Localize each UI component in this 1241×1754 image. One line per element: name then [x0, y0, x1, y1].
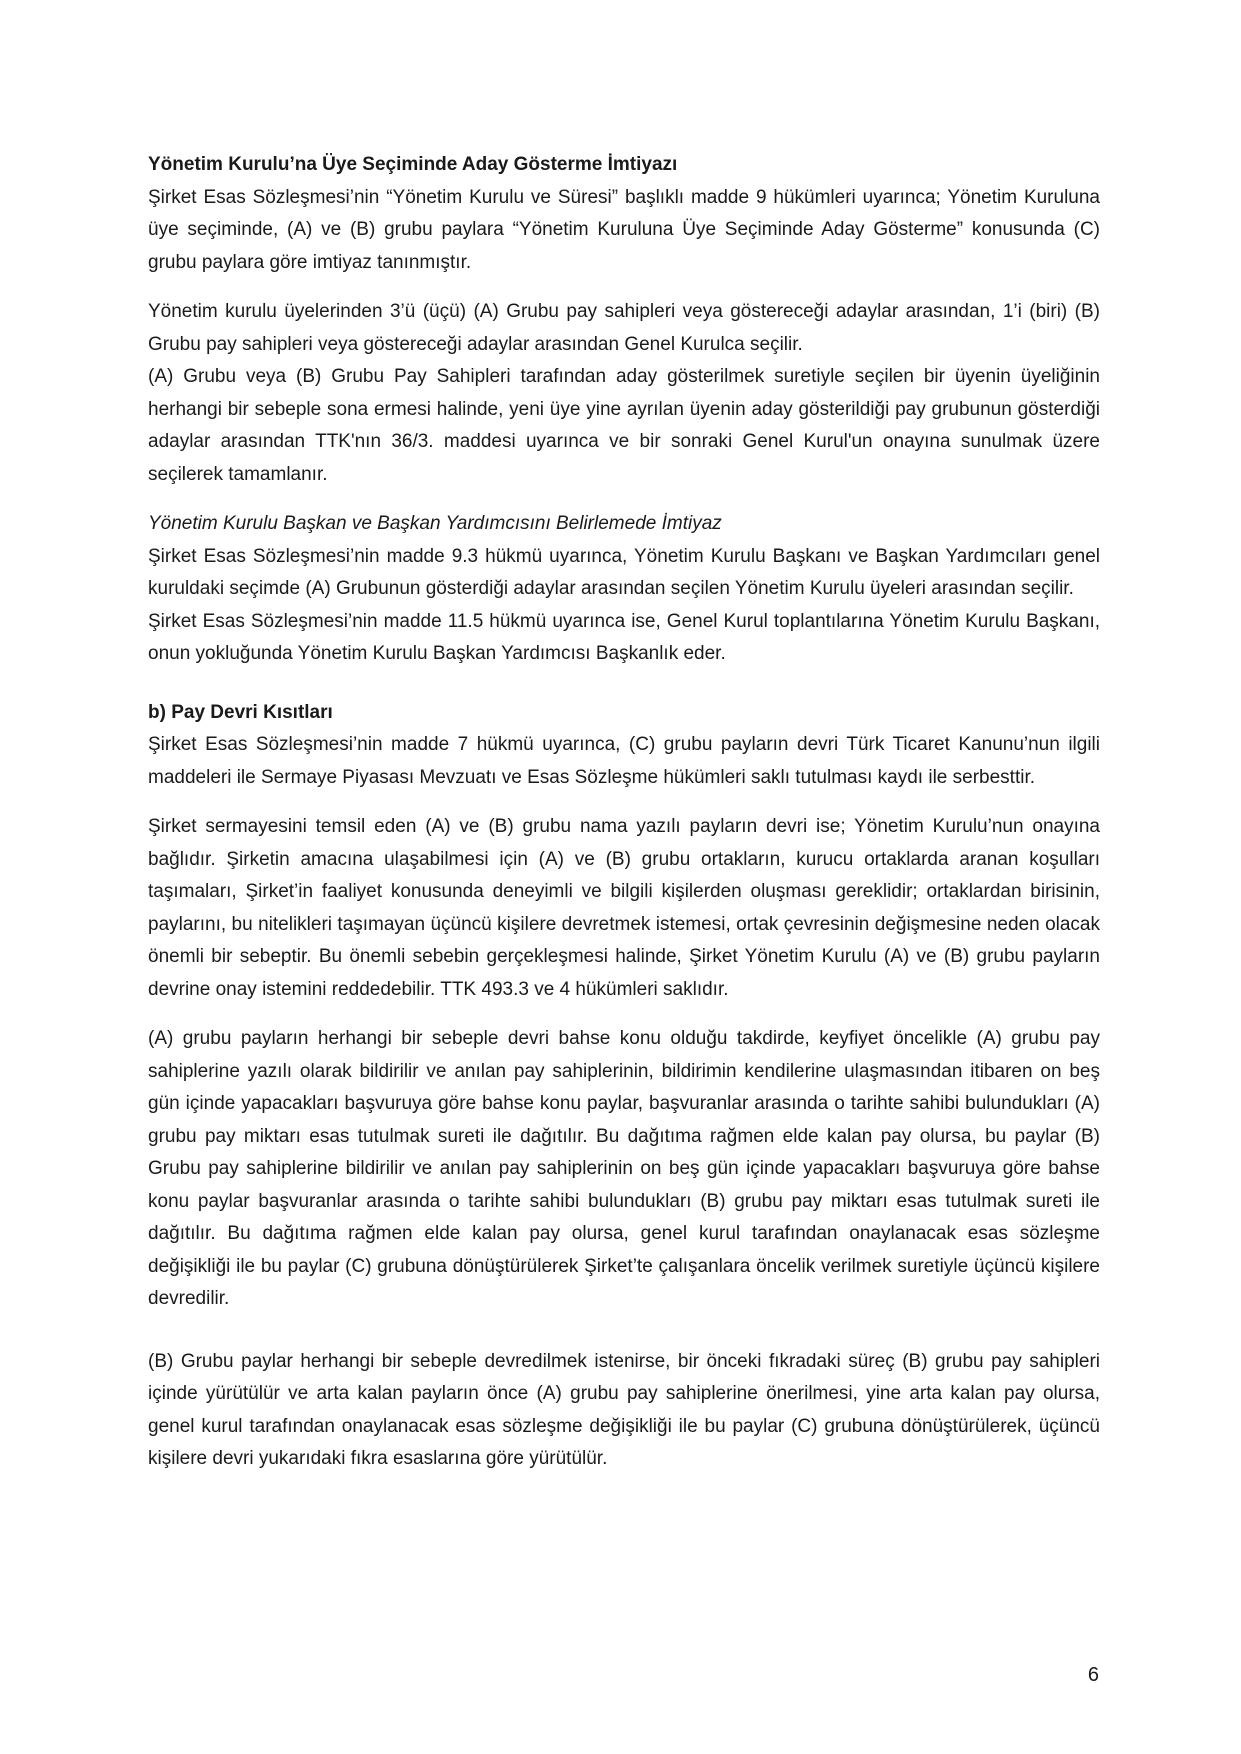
paragraph: Yönetim kurulu üyelerinden 3’ü (üçü) (A) Grubu pay sahipleri veya göstereceği adaylar arasından, 1’i (biri) (B) Grubu pay sahipleri veya göstereceği adaylar arasından Genel Kurulca seçilir.	[148, 301, 1100, 355]
paragraph: Şirket Esas Sözleşmesi’nin madde 7 hükmü uyarınca, (C) grubu payların devri Türk Ticaret Kanunu’nun ilgili maddeleri ile Sermaye Piyasası Mevzuatı ve Esas Sözleşme hükümleri saklı tutulması kaydı ile serbesttir.	[148, 734, 1100, 788]
section-heading-share-transfer: b) Pay Devri Kısıtları	[148, 701, 333, 723]
page-number: 6	[1087, 1664, 1099, 1686]
paragraph: Şirket Esas Sözleşmesi’nin “Yönetim Kurulu ve Süresi” başlıklı madde 9 hükümleri uyarınca; Yönetim Kuruluna üye seçiminde, (A) ve (B) grubu paylara “Yönetim Kuruluna Üye Seçiminde Aday Gösterme” konusunda (C) grubu paylara göre imtiyaz tanınmıştır.	[148, 186, 1100, 273]
page-content	[148, 149, 1100, 1476]
paragraph: Şirket sermayesini temsil eden (A) ve (B) grubu nama yazılı payların devri ise; Yönetim Kurulu’nun onayına bağlıdır. Şirketin amacına ulaşabilmesi için (A) ve (B) grubu ortakların, kurucu ortaklarda aranan koşulları taşımaları, Şirket’in faaliyet konusunda deneyimli ve bilgili kişilerden oluşması gereklidir; ortaklardan birisinin, paylarını, bu nitelikleri taşımayan üçüncü kişilere devretmek istemesi, ortak çevresinin değişmesine neden olacak önemli bir sebeptir. Bu önemli sebebin gerçekleşmesi halinde, Şirket Yönetim Kurulu (A) ve (B) grubu payların devrine onay istemini reddedebilir. TTK 493.3 ve 4 hükümleri saklıdır.	[148, 816, 1100, 1000]
section-heading-chair-privilege: Yönetim Kurulu Başkan ve Başkan Yardımcısını Belirlemede İmtiyaz	[148, 513, 722, 534]
paragraph: (A) grubu payların herhangi bir sebeple devri bahse konu olduğu takdirde, keyfiyet öncelikle (A) grubu pay sahiplerine yazılı olarak bildirilir ve anılan pay sahiplerinin, bildirimin kendilerine ulaşmasından itibaren on beş gün içinde yapacakları başvuruya göre bahse konu paylar, başvuranlar arasında o tarihte sahibi bulundukları (A) grubu pay miktarı esas tutulmak sureti ile dağıtılır. Bu dağıtıma rağmen elde kalan pay olursa, bu paylar (B) Grubu pay sahiplerine bildirilir ve anılan pay sahiplerinin on beş gün içinde yapacakları başvuruya göre bahse konu paylar başvuranlar arasında o tarihte sahibi bulundukları (B) grubu pay miktarı esas tutulmak sureti ile dağıtılır. Bu dağıtıma rağmen elde kalan pay olursa, genel kurul tarafından onaylanacak esas sözleşme değişikliği ile bu paylar (C) grubuna dönüştürülerek Şirket’te çalışanlara öncelik verilmek suretiyle üçüncü kişilere devredilir.	[148, 1028, 1100, 1309]
paragraph: (A) Grubu veya (B) Grubu Pay Sahipleri tarafından aday gösterilmek suretiyle seçilen bir üyenin üyeliğinin herhangi bir sebeple sona ermesi halinde, yeni üye yine ayrılan üyenin aday gösterildiği pay grubunun gösterdiği adaylar arasından TTK'nın 36/3. maddesi uyarınca ve bir sonraki Genel Kurul'un onayına sunulmak üzere seçilerek tamamlanır.	[148, 366, 1100, 485]
paragraph: (B) Grubu paylar herhangi bir sebeple devredilmek istenirse, bir önceki fıkradaki süreç (B) grubu pay sahipleri içinde yürütülür ve arta kalan payların önce (A) grubu pay sahiplerine önerilmesi, yine arta kalan pay olursa, genel kurul tarafından onaylanacak esas sözleşme değişikliği ile bu paylar (C) grubuna dönüştürülerek, üçüncü kişilere devri yukarıdaki fıkra esaslarına göre yürütülür.	[148, 1350, 1100, 1469]
paragraph: Şirket Esas Sözleşmesi’nin madde 9.3 hükmü uyarınca, Yönetim Kurulu Başkanı ve Başkan Yardımcıları genel kuruldaki seçimde (A) Grubunun gösterdiği adaylar arasından seçilen Yönetim Kurulu üyeleri arasından seçilir.	[148, 545, 1100, 599]
paragraph: Şirket Esas Sözleşmesi’nin madde 11.5 hükmü uyarınca ise, Genel Kurul toplantılarına Yönetim Kurulu Başkanı, onun yokluğunda Yönetim Kurulu Başkan Yardımcısı Başkanlık eder.	[148, 610, 1100, 664]
section-heading-nomination-privilege: Yönetim Kurulu’na Üye Seçiminde Aday Gösterme İmtiyazı	[148, 154, 678, 175]
